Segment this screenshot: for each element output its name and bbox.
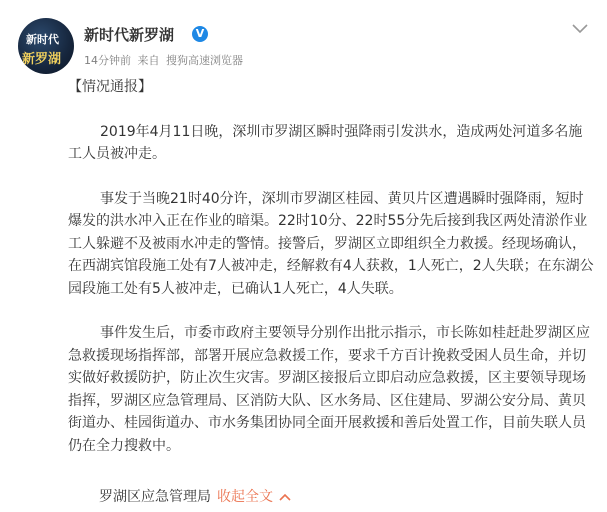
chevron-down-icon[interactable] bbox=[571, 22, 589, 36]
post-meta bbox=[84, 52, 246, 68]
paragraph-2: 事发于当晚21时40分许，深圳市罗湖区桂园、黄贝片区遭遇瞬时强降雨，短时爆发的洪水冲入正在作业的暗渠。22时10分、22时55分先后接到我区两处清淤作业工人躲避不及被雨水冲走的警情。接警后，罗湖区立即组织全力救援。经现场确认，在西湖宾馆段施工处有7人被冲走，经解救有4人获救，1人死亡，2人失联；在东湖公园段施工处有5人被冲走，已确认1人死亡，4人失联。 bbox=[68, 190, 594, 297]
avatar-text-line1: 新时代 bbox=[26, 33, 59, 46]
verified-badge-icon: V bbox=[192, 26, 208, 42]
avatar[interactable] bbox=[18, 18, 74, 74]
post-tag: 【情况通报】 bbox=[68, 79, 152, 95]
post-footer bbox=[99, 486, 291, 506]
source-prefix: 来自 bbox=[137, 54, 160, 67]
signature: 罗湖区应急管理局 bbox=[99, 489, 211, 505]
username-link[interactable]: 新时代新罗湖 bbox=[84, 26, 175, 44]
source-link[interactable]: 搜狗高速浏览器 bbox=[166, 54, 243, 67]
avatar-text-line2: 新罗湖 bbox=[22, 52, 62, 67]
post-header bbox=[18, 18, 593, 72]
collapse-button[interactable]: 收起全文 bbox=[217, 489, 273, 505]
paragraph-1: 2019年4月11日晚，深圳市罗湖区瞬时强降雨引发洪水，造成两处河道多名施工人员被冲走。 bbox=[68, 123, 583, 162]
post-content bbox=[68, 76, 596, 479]
paragraph-3: 事件发生后，市委市政府主要领导分别作出批示指示，市长陈如桂赶赴罗湖区应急救援现场指挥部，部署开展应急救援工作，要求千方百计挽救受困人员生命，并切实做好救援防护，防止次生灾害。罗湖区接报后立即启动应急救援，区主要领导现场指挥，罗湖区应急管理局、区消防大队、区水务局、区住建局、罗湖公安分局、黄贝街道办、桂园街道办、市水务集团协同全面开展救援和善后处置工作，目前失联人员仍在全力搜救中。 bbox=[68, 325, 590, 454]
chevron-up-icon[interactable] bbox=[279, 493, 291, 501]
post-time[interactable]: 14分钟前 bbox=[84, 54, 131, 67]
